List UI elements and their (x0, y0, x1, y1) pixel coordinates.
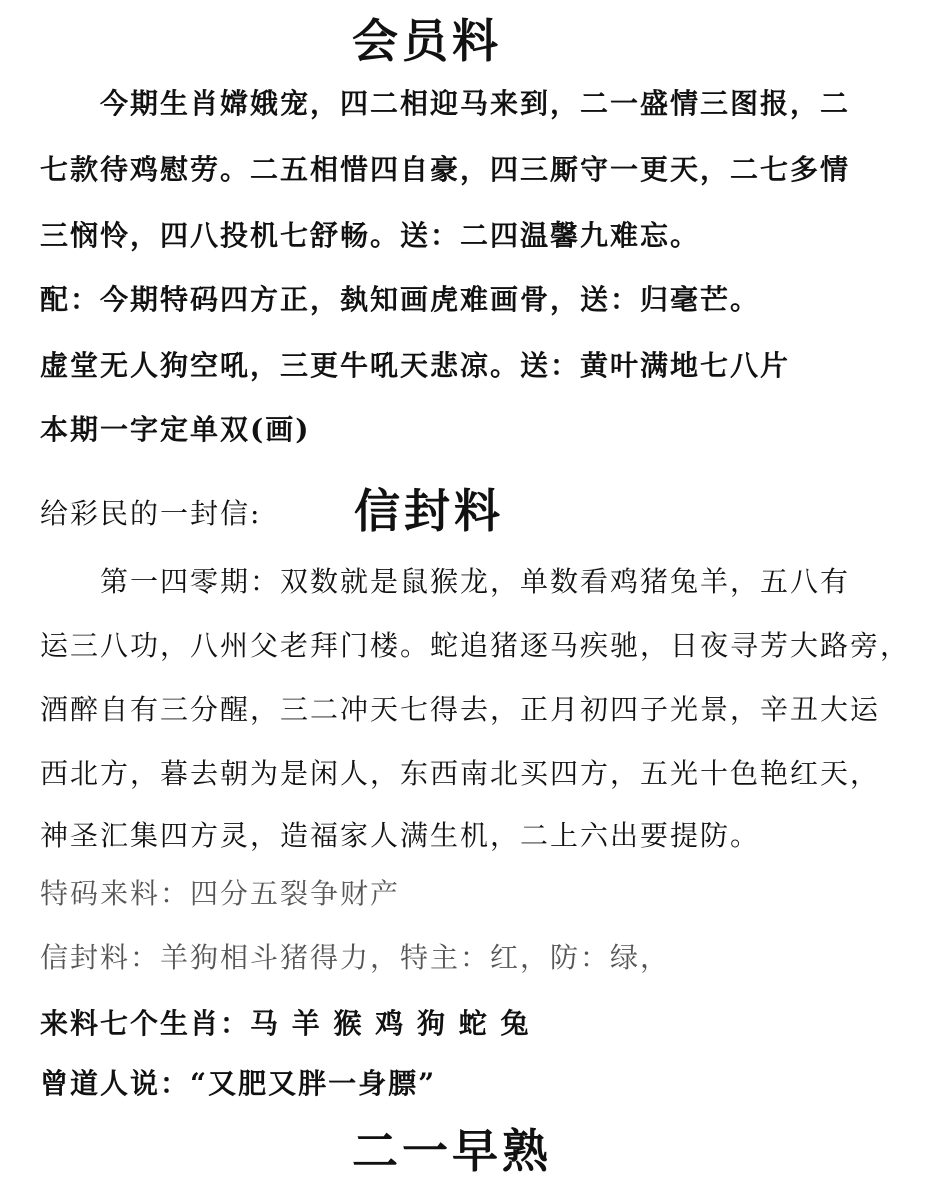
letter-seven-zodiacs: 来料七个生肖：马 羊 猴 鸡 狗 蛇 兔 (40, 1007, 531, 1040)
footer-title: 二一早熟 (352, 1124, 552, 1178)
letter-line-2: 运三八功，八州父老拜门楼。蛇追猪逐马疾驰，日夜寻芳大路旁， (40, 629, 911, 662)
letter-section-title: 信封料 (354, 484, 504, 538)
letter-line-3: 酒醉自有三分醒，三二冲天七得去，正月初四子光景，辛丑大运 (40, 693, 881, 726)
letter-envelope-material: 信封料：羊狗相斗猪得力，特主：红，防：绿， (40, 941, 671, 974)
member-line-5: 虚堂无人狗空吼，三更牛吼天悲凉。送：黄叶满地七八片 (40, 349, 791, 382)
member-line-2: 七款待鸡慰劳。二五相惜四自豪，四三厮守一更天，二七多情 (40, 153, 851, 186)
member-section-title: 会员料 (352, 14, 502, 68)
letter-line-5: 神圣汇集四方灵，造福家人满生机，二上六出要提防。 (40, 819, 761, 852)
letter-special-code: 特码来料：四分五裂争财产 (40, 877, 401, 910)
member-line-3: 三悯怜，四八投机七舒畅。送：二四温馨九难忘。 (40, 219, 701, 252)
member-line-pairing: 配：今期特码四方正，埶知画虎难画骨，送：归毫芒。 (40, 283, 761, 316)
letter-taoist-saying: 曾道人说：“又肥又胖一身膘” (40, 1067, 437, 1100)
member-line-odd-even: 本期一字定单双(画) (40, 413, 311, 446)
letter-line-1: 第一四零期：双数就是鼠猴龙，单数看鸡猪兔羊，五八有 (100, 565, 851, 598)
letter-line-4: 西北方，暮去朝为是闲人，东西南北买四方，五光十色艳红天， (40, 757, 881, 790)
member-line-1: 今期生肖嫦娥宠，四二相迎马来到，二一盛情三图报，二 (100, 87, 851, 120)
letter-prefix: 给彩民的一封信: (40, 497, 262, 530)
